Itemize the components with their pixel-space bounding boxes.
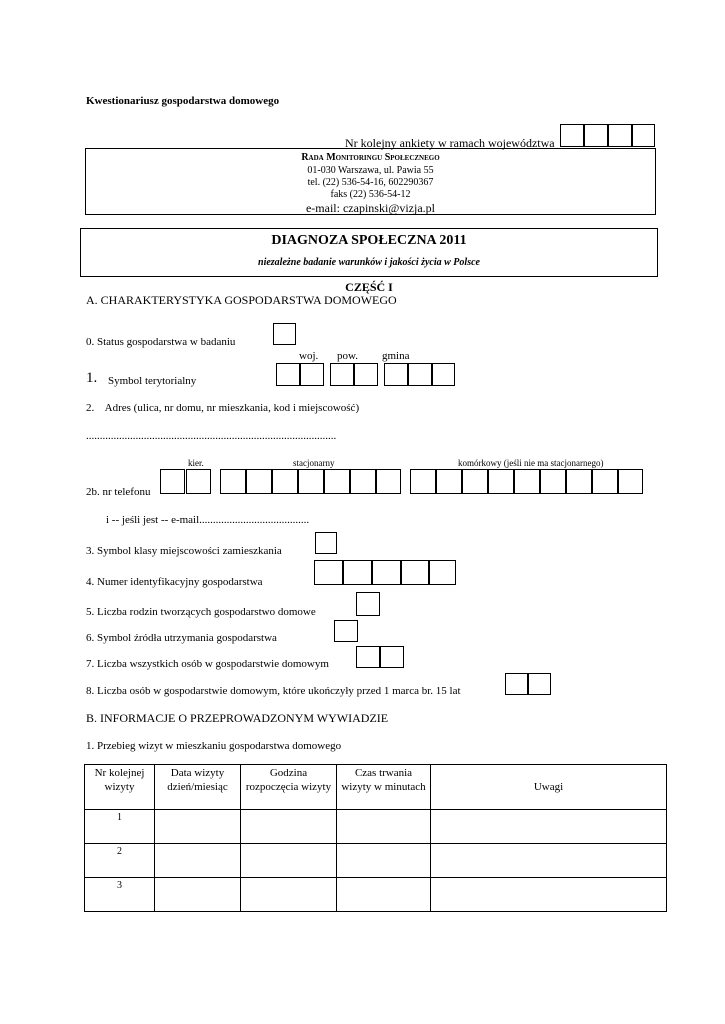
- territory-box[interactable]: [354, 363, 378, 386]
- table-row: [85, 844, 667, 878]
- survey-title: DIAGNOZA SPOŁECZNA 2011: [271, 233, 467, 248]
- household-id-box[interactable]: [429, 560, 456, 585]
- column-header: Data wizyty dzień/miesiąc: [155, 765, 241, 810]
- survey-subtitle: niezależne badanie warunków i jakości życia w Polsce: [258, 257, 480, 268]
- territory-box[interactable]: [432, 363, 455, 386]
- visit-start-cell[interactable]: [241, 844, 337, 878]
- q2b-label: 2b. nr telefonu: [86, 486, 151, 498]
- q8-label: 8. Liczba osób w gospodarstwie domowym, które ukończyły przed 1 marca br. 15 lat: [86, 685, 461, 697]
- mobile-box[interactable]: [462, 469, 488, 494]
- families-count-box[interactable]: [356, 592, 380, 616]
- visit-notes-cell[interactable]: [431, 810, 667, 844]
- column-header: Godzina rozpoczęcia wizyty: [241, 765, 337, 810]
- visit-notes-cell[interactable]: [431, 844, 667, 878]
- organization-address: 01-030 Warszawa, ul. Pawia 55: [307, 165, 434, 176]
- table-row: [85, 878, 667, 912]
- pow-label: pow.: [337, 350, 358, 362]
- section-b-q1-label: 1. Przebieg wizyt w mieszkaniu gospodarstwa domowego: [86, 740, 342, 752]
- survey-number-label: Nr kolejny ankiety w ramach województwa: [345, 136, 555, 150]
- visit-duration-cell[interactable]: [337, 844, 431, 878]
- visits-table: [84, 764, 667, 912]
- phone-area-box[interactable]: [160, 469, 185, 494]
- gmina-label: gmina: [382, 350, 410, 362]
- locality-class-box[interactable]: [315, 532, 337, 554]
- organization-name: Rada Monitoringu Społecznego: [301, 152, 440, 163]
- landline-box[interactable]: [376, 469, 401, 494]
- visit-start-cell[interactable]: [241, 810, 337, 844]
- email-line[interactable]: i -- jeśli jest -- e-mail........................................: [106, 514, 310, 526]
- visit-date-cell[interactable]: [155, 878, 241, 912]
- mobile-box[interactable]: [592, 469, 618, 494]
- visit-number-cell: 2: [85, 844, 155, 878]
- survey-number-box[interactable]: [560, 124, 584, 147]
- landline-box[interactable]: [246, 469, 272, 494]
- visit-notes-cell[interactable]: [431, 878, 667, 912]
- landline-box[interactable]: [272, 469, 298, 494]
- part-label: CZĘŚĆ I: [345, 280, 393, 294]
- territory-box[interactable]: [300, 363, 324, 386]
- mobile-box[interactable]: [566, 469, 592, 494]
- mobile-box[interactable]: [514, 469, 540, 494]
- landline-box[interactable]: [324, 469, 350, 494]
- q5-label: 5. Liczba rodzin tworzących gospodarstwo domowe: [86, 606, 316, 618]
- persons-count-box[interactable]: [356, 646, 380, 668]
- territory-box[interactable]: [276, 363, 300, 386]
- survey-number-box[interactable]: [608, 124, 632, 147]
- landline-box[interactable]: [220, 469, 246, 494]
- household-id-box[interactable]: [314, 560, 343, 585]
- column-header: Uwagi: [431, 765, 667, 810]
- mobile-box[interactable]: [410, 469, 436, 494]
- q1-label: Symbol terytorialny: [108, 375, 197, 387]
- q6-label: 6. Symbol źródła utrzymania gospodarstwa: [86, 632, 277, 644]
- komorkowy-label: komórkowy (jeśli nie ma stacjonarnego): [458, 458, 604, 468]
- table-row: [85, 810, 667, 844]
- territory-box[interactable]: [408, 363, 432, 386]
- visit-number-cell: 3: [85, 878, 155, 912]
- address-dotted-line[interactable]: ...........................................................................................: [86, 430, 337, 442]
- under15-count-box[interactable]: [505, 673, 528, 695]
- visits-table-header-row: [85, 765, 667, 810]
- visit-duration-cell[interactable]: [337, 810, 431, 844]
- household-id-box[interactable]: [372, 560, 401, 585]
- q4-label: 4. Numer identyfikacyjny gospodarstwa: [86, 576, 263, 588]
- under15-count-box[interactable]: [528, 673, 551, 695]
- phone-area-box[interactable]: [186, 469, 211, 494]
- household-id-box[interactable]: [401, 560, 429, 585]
- section-a-heading: A. CHARAKTERYSTYKA GOSPODARSTWA DOMOWEGO: [86, 293, 397, 307]
- column-header: Nr kolejnej wizyty: [85, 765, 155, 810]
- visit-start-cell[interactable]: [241, 878, 337, 912]
- q7-label: 7. Liczba wszystkich osób w gospodarstwie domowym: [86, 658, 329, 670]
- mobile-box[interactable]: [540, 469, 566, 494]
- landline-box[interactable]: [350, 469, 376, 494]
- visit-number-cell: 1: [85, 810, 155, 844]
- visit-duration-cell[interactable]: [337, 878, 431, 912]
- kier-label: kier.: [188, 458, 204, 468]
- survey-number-box[interactable]: [584, 124, 608, 147]
- mobile-box[interactable]: [618, 469, 643, 494]
- section-b-heading: B. INFORMACJE O PRZEPROWADZONYM WYWIADZIE: [86, 711, 389, 725]
- q2-label: 2. Adres (ulica, nr domu, nr mieszkania, kod i miejscowość): [86, 402, 360, 414]
- territory-box[interactable]: [384, 363, 408, 386]
- territory-box[interactable]: [330, 363, 354, 386]
- organization-fax: faks (22) 536-54-12: [330, 189, 411, 200]
- q1-number: 1.: [86, 370, 98, 386]
- landline-box[interactable]: [298, 469, 324, 494]
- income-source-box[interactable]: [334, 620, 358, 642]
- q3-label: 3. Symbol klasy miejscowości zamieszkania: [86, 545, 282, 557]
- survey-number-box[interactable]: [632, 124, 655, 147]
- woj-label: woj.: [299, 350, 319, 362]
- q0-label: 0. Status gospodarstwa w badaniu: [86, 336, 236, 348]
- form-title: Kwestionariusz gospodarstwa domowego: [86, 95, 280, 107]
- organization-email: e-mail: czapinski@vizja.pl: [305, 201, 435, 215]
- mobile-box[interactable]: [488, 469, 514, 494]
- organization-phone: tel. (22) 536-54-16, 602290367: [307, 177, 434, 188]
- mobile-box[interactable]: [436, 469, 462, 494]
- visit-date-cell[interactable]: [155, 844, 241, 878]
- column-header: Czas trwania wizyty w minutach: [337, 765, 431, 810]
- visit-date-cell[interactable]: [155, 810, 241, 844]
- household-id-box[interactable]: [343, 560, 372, 585]
- persons-count-box[interactable]: [380, 646, 404, 668]
- status-box[interactable]: [273, 323, 296, 345]
- stacjonarny-label: stacjonarny: [293, 458, 335, 468]
